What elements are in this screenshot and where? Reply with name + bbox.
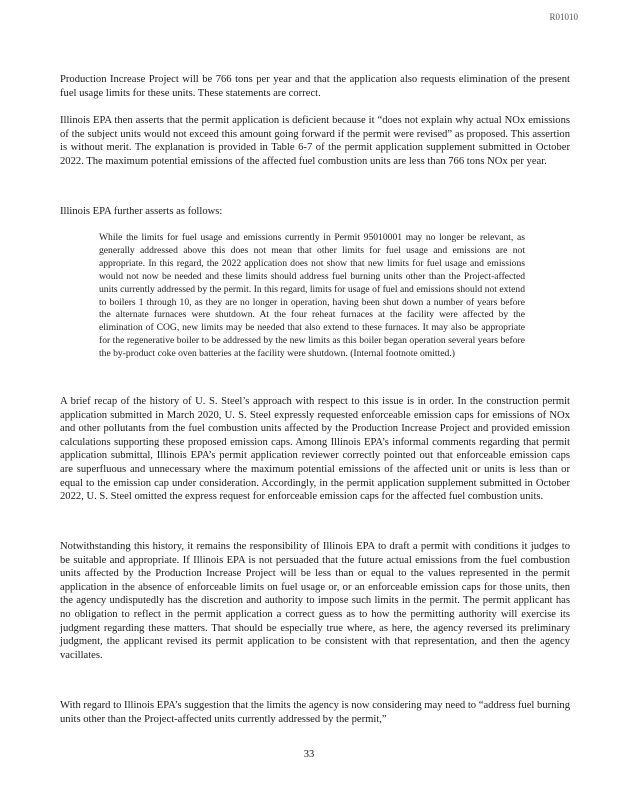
page-number: 33 xyxy=(303,749,315,760)
paragraph-2: Illinois EPA then asserts that the permit application is deficient because it “does not explain why actual NOx emissions of the subject units would not exceed this amount going forward if the permit were revised” as proposed. This assertion is without merit. The explanation is provided in Table 6-7 of the permit application supplement submitted in October 2022. The maximum potential emissions of the affected fuel combustion units are less than 766 tons NOx per year. xyxy=(60,115,570,167)
block-quote: While the limits for fuel usage and emissions currently in Permit 95010001 may no longer be relevant, as generally addressed above this does not mean that other limits for fuel usage and emissions are not appropriate. In this regard, the 2022 application does not show that new limits for fuel usage and emissions would not now be needed and these limits should address fuel burning units other than the Project-affected units currently addressed by the permit. In this regard, limits for usage of fuel and emissions should not extend to boilers 1 through 10, as they are no longer in operation, having been shut down a number of years before the alternate furnaces were shutdown. At the four reheat furnaces at the facility were affected by the elimination of COG, new limits may be needed that also extend to these furnaces. It may also be appropriate for the regenerative boiler to be addressed by the new limits as this boiler began operation several years before the by-product coke oven batteries at the facility were shutdown. (Internal footnote omitted.) xyxy=(99,232,525,360)
paragraph-4: A brief recap of the history of U. S. Steel’s approach with respect to this issue is in order. In the construction permit application submitted in March 2020, U. S. Steel expressly requested enforceable emission caps for emissions of NOx and other pollutants from the fuel combustion units affected by the Production Increase Project and provided emission calculations supporting these proposed emission caps. Among Illinois EPA’s informal comments regarding that permit application submittal, Illinois EPA’s permit application reviewer correctly pointed out that enforceable emission caps are superfluous and unnecessary where the maximum potential emissions of the affected unit or units is less than or equal to the emission cap under consideration. Accordingly, in the permit application supplement submitted in October 2022, U. S. Steel omitted the express request for enforceable emission caps for the affected fuel combustion units. xyxy=(60,396,570,503)
paragraph-1: Production Increase Project will be 766 tons per year and that the application also requests elimination of the present fuel usage limits for these units. These statements are correct. xyxy=(60,74,570,99)
paragraph-5: Notwithstanding this history, it remains the responsibility of Illinois EPA to draft a permit with conditions it judges to be suitable and appropriate. If Illinois EPA is not persuaded that the future actual emissions from the fuel combustion units affected by the Production Increase Project will be less than or equal to the values represented in the permit application in the absence of enforceable limits on fuel usage or, or an enforceable emission caps for those units, then the agency undisputedly has the discretion and authority to impose such limits in the permit. The permit applicant has no obligation to reflect in the permit application a correct guess as to how the permitting authority will exercise its judgment regarding these matters. That should be especially true where, as here, the agency reversed its preliminary judgment, the applicant revised its permit application to be consistent with that representation, and then the agency vacillates. xyxy=(60,541,570,661)
document-id: R01010 xyxy=(549,12,578,22)
paragraph-3: Illinois EPA further asserts as follows: xyxy=(60,206,223,217)
paragraph-6: With regard to Illinois EPA’s suggestion that the limits the agency is now considering may need to “address fuel burning units other than the Project-affected units currently addressed by the permit,” xyxy=(60,700,570,725)
